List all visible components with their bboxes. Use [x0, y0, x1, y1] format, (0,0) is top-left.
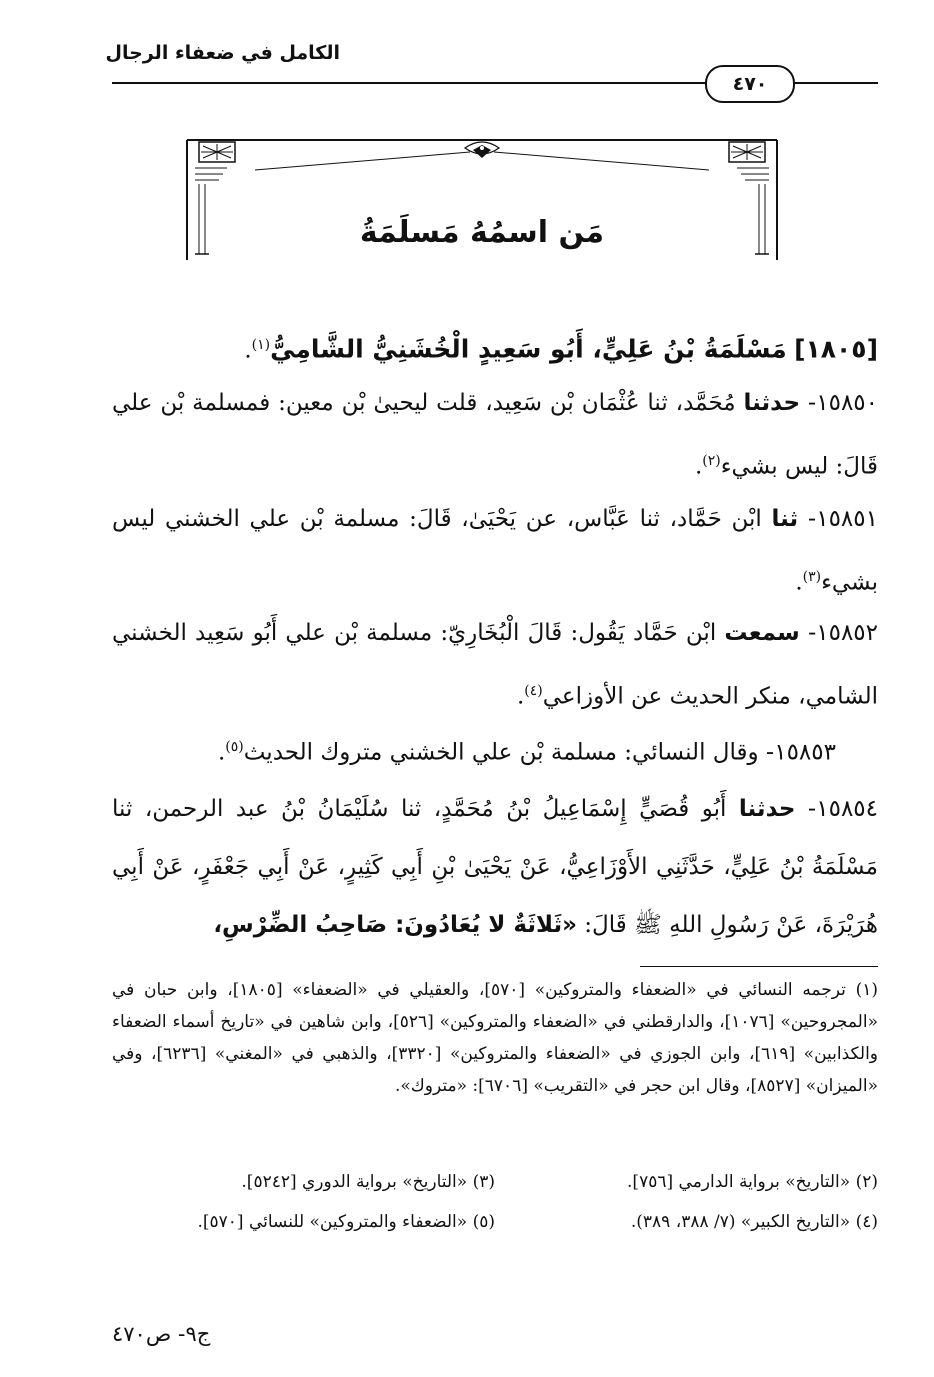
paragraph-text: أَبُو قُصَيٍّ إِسْمَاعِيلُ بْنُ مُحَمَّدٍ، ثنا سُلَيْمَانُ بْنُ عبد الرحمن، ثنا مَسْلَمَةُ بْنُ عَلِيٍّ، حَدَّثَنِي الأَوْزَاعِيُّ، عَنْ يَحْيَىٰ بْنِ أَبِي كَثِيرٍ، عَنْ أَبِي جَعْفَرٍ، عَنْ أَبِي هُرَيْرَةَ، عَنْ رَسُولِ اللهِ ﷺ قَالَ: — [112, 796, 878, 938]
punctuation: . — [694, 453, 703, 480]
punctuation: . — [516, 683, 525, 710]
hadith-paragraph-15852 — [112, 604, 878, 726]
hadith-number: ١٥٨٥٠- — [807, 390, 879, 416]
section-heading: مَن اسمُهُ مَسلَمَةُ — [359, 215, 605, 250]
narration-keyword: ثنا — [771, 506, 799, 532]
footnote-ref: (٥) — [225, 739, 244, 755]
footnote-4: (٤) «التاريخ الكبير» (٧/ ٣٨٨، ٣٨٩). — [630, 1212, 878, 1232]
footnote-3: (٣) «التاريخ» برواية الدوري [٥٢٤٢]. — [241, 1172, 495, 1192]
page-footer: ج٩- ص٤٧٠ — [112, 1322, 211, 1346]
paragraph-text: ابْن حَمَّاد يَقُول: قَالَ الْبُخَارِيّ: مسلمة بْن علي أَبُو سَعِيد الخشني الشامي، منكر الحديث عن الأوزاعي — [112, 620, 878, 710]
narration-keyword: حدثنا — [738, 796, 796, 822]
paragraph-text: ابْن حَمَّاد، ثنا عَبَّاس، عن يَحْيَىٰ، قَالَ: مسلمة بْن علي الخشني ليس بشيء — [112, 506, 878, 596]
footnote-2: (٢) «التاريخ» برواية الدارمي [٧٥٦]. — [627, 1172, 878, 1192]
footnote-ref: (١) — [251, 337, 271, 353]
entry-name: مَسْلَمَةُ بْنُ عَلِيٍّ، أَبُو سَعِيدٍ الْخُشَنِيُّ الشَّامِيُّ — [270, 334, 787, 364]
hadith-paragraph-15854 — [112, 780, 878, 954]
punctuation: . — [244, 337, 252, 364]
footnote-row — [112, 1206, 878, 1238]
narration-keyword: سمعت — [724, 620, 800, 646]
footnote-ref: (٤) — [524, 683, 543, 699]
hadith-quote: «ثَلاثَةٌ لا يُعَادُونَ: صَاحِبُ الضِّرْسِ، — [213, 912, 577, 938]
hadith-paragraph-15850 — [112, 374, 878, 496]
running-title: الكامل في ضعفاء الرجال — [105, 42, 340, 64]
entry-header — [112, 316, 878, 380]
footnote-5: (٥) «الضعفاء والمتروكين» للنسائي [٥٧٠]. — [197, 1212, 495, 1232]
hadith-number: ١٥٨٥٢- — [807, 620, 879, 646]
hadith-number: ١٥٨٥٤- — [807, 796, 879, 822]
footnote-1: (١) ترجمه النسائي في «الضعفاء والمتروكين» [٥٧٠]، والعقيلي في «الضعفاء» [١٨٠٥]، وابن حبان في «المجروحين» [١٠٧٦]، والدارقطني في «الضعفاء والمتروكين» [٥٢٦]، وابن شاهين في «تاريخ أسماء الضعفاء والكذابين» [٦١٩]، وابن الجوزي في «الضعفاء والمتروكين» [٣٣٢٠]، والذهبي في «المغني» [٦٢٣٦]، وفي «الميزان» [٨٥٢٧]، وقال ابن حجر في «التقريب» [٦٧٠٦]: «متروك». — [112, 980, 879, 1096]
hadith-number: ١٥٨٥٣- — [765, 739, 836, 766]
hadith-paragraph-15851 — [112, 490, 878, 612]
hadith-paragraph-15853 — [112, 718, 878, 782]
paragraph-text: مُحَمَّد، ثنا عُثْمَان بْن سَعِيد، قلت ليحيىٰ بْن معين: فمسلمة بْن علي قَالَ: ليس بشيء — [112, 390, 878, 480]
hadith-number: ١٥٨٥١- — [807, 506, 878, 532]
paragraph-text: وقال النسائي: مسلمة بْن علي الخشني متروك الحديث — [243, 739, 759, 766]
frame-center-ornament — [255, 142, 709, 170]
footnote-row — [112, 1166, 878, 1198]
narration-keyword: حدثنا — [743, 390, 801, 416]
footnote-rule — [640, 966, 878, 967]
punctuation: . — [217, 739, 226, 766]
footnote-ref: (٢) — [702, 453, 721, 469]
punctuation: . — [795, 569, 803, 596]
page-number: ٤٧٠ — [705, 65, 795, 103]
entry-number: [١٨٠٥] — [794, 334, 878, 364]
footnote-ref: (٣) — [802, 569, 822, 585]
